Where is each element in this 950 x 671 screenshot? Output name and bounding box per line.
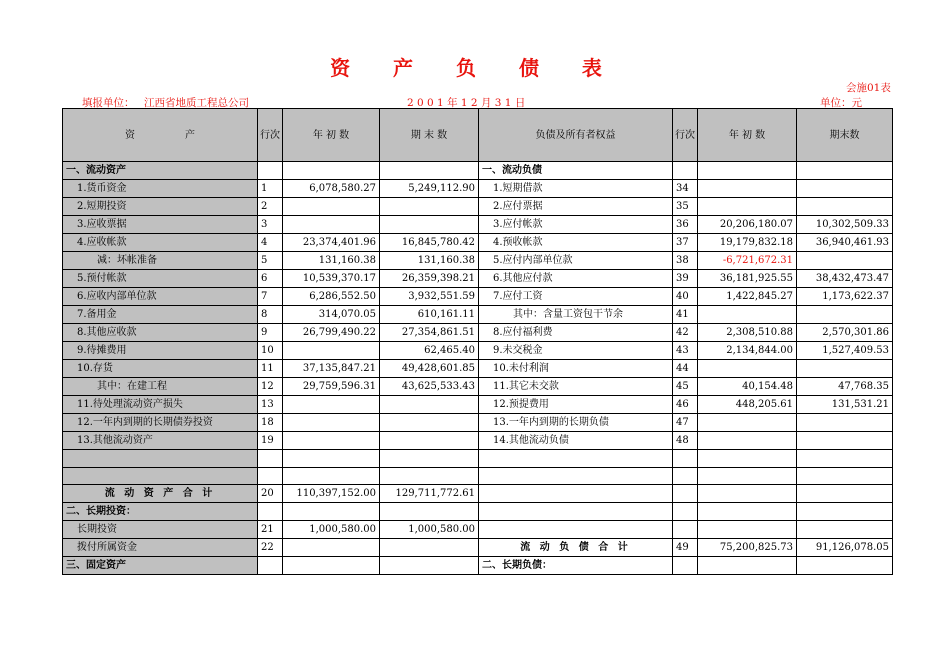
l-row-no: 41 — [673, 306, 698, 324]
l-row-no: 45 — [673, 378, 698, 396]
a-row-no: 22 — [258, 539, 283, 557]
l-name — [479, 503, 673, 521]
a-end — [380, 396, 479, 414]
l-name: 一、流动负债 — [479, 162, 673, 180]
l-name: 1.短期借款 — [479, 180, 673, 198]
a-begin: 29,759,596.31 — [283, 378, 380, 396]
table-row — [63, 485, 893, 503]
l-end — [797, 360, 893, 378]
l-begin — [698, 414, 797, 432]
a-end — [380, 450, 479, 468]
l-begin — [698, 450, 797, 468]
l-row-no: 49 — [673, 539, 698, 557]
a-row-no: 3 — [258, 216, 283, 234]
l-end — [797, 450, 893, 468]
a-name: 流 动 资 产 合 计 — [63, 485, 258, 503]
l-end: 91,126,078.05 — [797, 539, 893, 557]
table-row — [63, 467, 893, 485]
l-row-no: 40 — [673, 288, 698, 306]
table-row — [63, 270, 893, 288]
a-name — [63, 450, 258, 468]
l-begin: 2,308,510.88 — [698, 324, 797, 342]
a-end: 26,359,398.21 — [380, 270, 479, 288]
l-begin: 448,205.61 — [698, 396, 797, 414]
a-begin — [283, 539, 380, 557]
l-end: 47,768.35 — [797, 378, 893, 396]
l-begin — [698, 557, 797, 575]
filing-unit-name: 江西省地质工程总公司 — [144, 97, 249, 109]
table-row — [63, 342, 893, 360]
a-end: 27,354,861.51 — [380, 324, 479, 342]
l-end — [797, 432, 893, 450]
a-row-no — [258, 503, 283, 521]
l-name: 4.预收帐款 — [479, 234, 673, 252]
table-row — [63, 360, 893, 378]
table-row — [63, 180, 893, 198]
table-row — [63, 234, 893, 252]
l-end — [797, 503, 893, 521]
l-name: 6.其他应付款 — [479, 270, 673, 288]
l-begin: 2,134,844.00 — [698, 342, 797, 360]
table-row — [63, 503, 893, 521]
l-begin — [698, 162, 797, 180]
l-name: 5.应付内部单位款 — [479, 252, 673, 270]
a-end: 43,625,533.43 — [380, 378, 479, 396]
col-end2-header: 期末数 — [797, 109, 893, 162]
a-name: 11.待处理流动资产损失 — [63, 396, 258, 414]
filing-unit-label: 填报单位： — [82, 97, 135, 109]
table-row — [63, 539, 893, 557]
table-row — [63, 324, 893, 342]
a-end — [380, 467, 479, 485]
a-begin: 10,539,370.17 — [283, 270, 380, 288]
l-begin: 75,200,825.73 — [698, 539, 797, 557]
l-row-no: 39 — [673, 270, 698, 288]
a-row-no: 12 — [258, 378, 283, 396]
l-begin — [698, 432, 797, 450]
l-begin — [698, 180, 797, 198]
l-end: 36,940,461.93 — [797, 234, 893, 252]
l-name: 9.未交税金 — [479, 342, 673, 360]
a-begin — [283, 414, 380, 432]
l-row-no: 37 — [673, 234, 698, 252]
a-row-no: 4 — [258, 234, 283, 252]
a-row-no: 20 — [258, 485, 283, 503]
a-name: 12.一年内到期的长期债券投资 — [63, 414, 258, 432]
a-name: 1.货币资金 — [63, 180, 258, 198]
a-end — [380, 216, 479, 234]
l-row-no: 35 — [673, 198, 698, 216]
a-row-no: 19 — [258, 432, 283, 450]
a-row-no: 11 — [258, 360, 283, 378]
a-name: 6.应收内部单位款 — [63, 288, 258, 306]
l-begin — [698, 485, 797, 503]
l-row-no — [673, 521, 698, 539]
a-end — [380, 557, 479, 575]
l-row-no — [673, 162, 698, 180]
l-end — [797, 485, 893, 503]
a-begin: 110,397,152.00 — [283, 485, 380, 503]
a-row-no: 13 — [258, 396, 283, 414]
a-name: 3.应收票据 — [63, 216, 258, 234]
a-end — [380, 414, 479, 432]
l-row-no — [673, 485, 698, 503]
l-begin: 40,154.48 — [698, 378, 797, 396]
a-row-no: 18 — [258, 414, 283, 432]
a-end: 1,000,580.00 — [380, 521, 479, 539]
l-row-no — [673, 557, 698, 575]
a-end: 49,428,601.85 — [380, 360, 479, 378]
a-begin: 6,078,580.27 — [283, 180, 380, 198]
a-name: 9.待摊费用 — [63, 342, 258, 360]
l-name — [479, 467, 673, 485]
a-row-no: 7 — [258, 288, 283, 306]
l-name: 3.应付帐款 — [479, 216, 673, 234]
l-row-no: 42 — [673, 324, 698, 342]
a-name: 10.存货 — [63, 360, 258, 378]
a-begin: 1,000,580.00 — [283, 521, 380, 539]
l-end — [797, 198, 893, 216]
report-date: 2 0 0 1 年 1 2 月 3 1 日 — [407, 97, 526, 109]
a-begin: 37,135,847.21 — [283, 360, 380, 378]
balance-sheet-table — [62, 108, 893, 575]
currency-unit: 单位：元 — [820, 97, 862, 109]
a-row-no — [258, 467, 283, 485]
l-row-no — [673, 467, 698, 485]
a-begin — [283, 557, 380, 575]
table-row — [63, 252, 893, 270]
a-name: 5.预付帐款 — [63, 270, 258, 288]
a-begin: 314,070.05 — [283, 306, 380, 324]
a-begin — [283, 467, 380, 485]
a-begin — [283, 396, 380, 414]
l-begin: 36,181,925.55 — [698, 270, 797, 288]
a-begin — [283, 503, 380, 521]
a-name: 7.备用金 — [63, 306, 258, 324]
l-row-no — [673, 503, 698, 521]
col-begin-header: 年 初 数 — [283, 109, 380, 162]
l-end: 2,570,301.86 — [797, 324, 893, 342]
table-row — [63, 450, 893, 468]
a-end: 3,932,551.59 — [380, 288, 479, 306]
a-row-no — [258, 162, 283, 180]
l-begin — [698, 198, 797, 216]
a-row-no — [258, 450, 283, 468]
a-name: 一、流动资产 — [63, 162, 258, 180]
l-end — [797, 521, 893, 539]
a-name: 拨付所属资金 — [63, 539, 258, 557]
a-row-no: 2 — [258, 198, 283, 216]
l-end — [797, 252, 893, 270]
a-end — [380, 198, 479, 216]
col-rowno2-header: 行次 — [673, 109, 698, 162]
a-name — [63, 467, 258, 485]
l-name: 12.预提费用 — [479, 396, 673, 414]
l-begin — [698, 306, 797, 324]
a-end — [380, 503, 479, 521]
a-begin: 26,799,490.22 — [283, 324, 380, 342]
l-name: 流 动 负 债 合 计 — [479, 539, 673, 557]
a-end: 5,249,112.90 — [380, 180, 479, 198]
a-end: 610,161.11 — [380, 306, 479, 324]
a-begin — [283, 162, 380, 180]
a-name: 三、固定资产 — [63, 557, 258, 575]
l-name: 14.其他流动负债 — [479, 432, 673, 450]
l-row-no: 36 — [673, 216, 698, 234]
col-begin2-header: 年 初 数 — [698, 109, 797, 162]
a-end: 131,160.38 — [380, 252, 479, 270]
l-row-no: 48 — [673, 432, 698, 450]
a-name: 2.短期投资 — [63, 198, 258, 216]
a-begin: 131,160.38 — [283, 252, 380, 270]
table-row — [63, 162, 893, 180]
a-begin: 6,286,552.50 — [283, 288, 380, 306]
l-name: 10.未付利润 — [479, 360, 673, 378]
l-row-no: 46 — [673, 396, 698, 414]
a-end: 16,845,780.42 — [380, 234, 479, 252]
l-end: 1,527,409.53 — [797, 342, 893, 360]
l-row-no: 44 — [673, 360, 698, 378]
a-name: 其中：在建工程 — [63, 378, 258, 396]
report-title: 资 产 负 债 表 — [330, 56, 620, 80]
form-code: 会施01表 — [846, 82, 891, 94]
col-liability-header: 负债及所有者权益 — [479, 109, 673, 162]
table-row — [63, 557, 893, 575]
l-name — [479, 485, 673, 503]
table-row — [63, 198, 893, 216]
a-row-no: 1 — [258, 180, 283, 198]
a-begin — [283, 216, 380, 234]
l-row-no: 38 — [673, 252, 698, 270]
l-begin: 1,422,845.27 — [698, 288, 797, 306]
a-end — [380, 432, 479, 450]
a-end: 129,711,772.61 — [380, 485, 479, 503]
l-begin — [698, 503, 797, 521]
table-row — [63, 414, 893, 432]
a-name: 长期投资 — [63, 521, 258, 539]
l-begin — [698, 360, 797, 378]
a-name: 13.其他流动资产 — [63, 432, 258, 450]
col-rowno-header: 行次 — [258, 109, 283, 162]
a-begin: 23,374,401.96 — [283, 234, 380, 252]
l-row-no: 47 — [673, 414, 698, 432]
l-name — [479, 450, 673, 468]
l-row-no — [673, 450, 698, 468]
l-name: 二、长期负债： — [479, 557, 673, 575]
l-row-no: 34 — [673, 180, 698, 198]
a-name: 二、长期投资： — [63, 503, 258, 521]
l-begin: 20,206,180.07 — [698, 216, 797, 234]
l-begin: -6,721,672.31 — [698, 252, 797, 270]
col-end-header: 期 末 数 — [380, 109, 479, 162]
l-name: 其中：含量工资包干节余 — [479, 306, 673, 324]
a-name: 减：坏帐准备 — [63, 252, 258, 270]
col-asset-header: 资 产 — [63, 109, 258, 162]
l-name: 8.应付福利费 — [479, 324, 673, 342]
table-row — [63, 396, 893, 414]
a-name: 4.应收帐款 — [63, 234, 258, 252]
l-end — [797, 467, 893, 485]
a-name: 8.其他应收款 — [63, 324, 258, 342]
l-begin — [698, 521, 797, 539]
a-end: 62,465.40 — [380, 342, 479, 360]
a-begin — [283, 198, 380, 216]
a-row-no: 10 — [258, 342, 283, 360]
l-name: 11.其它未交款 — [479, 378, 673, 396]
a-begin — [283, 432, 380, 450]
l-begin — [698, 467, 797, 485]
a-begin — [283, 342, 380, 360]
table-row — [63, 288, 893, 306]
l-end: 1,173,622.37 — [797, 288, 893, 306]
l-end — [797, 414, 893, 432]
l-name: 7.应付工资 — [479, 288, 673, 306]
l-begin: 19,179,832.18 — [698, 234, 797, 252]
l-end: 10,302,509.33 — [797, 216, 893, 234]
a-row-no: 21 — [258, 521, 283, 539]
table-row — [63, 521, 893, 539]
table-row — [63, 378, 893, 396]
table-header-row — [63, 109, 893, 162]
a-end — [380, 539, 479, 557]
a-row-no: 8 — [258, 306, 283, 324]
a-row-no: 6 — [258, 270, 283, 288]
table-row — [63, 306, 893, 324]
table-row — [63, 432, 893, 450]
a-end — [380, 162, 479, 180]
l-end — [797, 162, 893, 180]
a-begin — [283, 450, 380, 468]
a-row-no: 5 — [258, 252, 283, 270]
l-name — [479, 521, 673, 539]
l-name: 13.一年内到期的长期负债 — [479, 414, 673, 432]
table-row — [63, 216, 893, 234]
l-end — [797, 306, 893, 324]
l-end: 38,432,473.47 — [797, 270, 893, 288]
l-name: 2.应付票据 — [479, 198, 673, 216]
a-row-no: 9 — [258, 324, 283, 342]
a-row-no — [258, 557, 283, 575]
l-end — [797, 557, 893, 575]
l-end — [797, 180, 893, 198]
l-row-no: 43 — [673, 342, 698, 360]
l-end: 131,531.21 — [797, 396, 893, 414]
